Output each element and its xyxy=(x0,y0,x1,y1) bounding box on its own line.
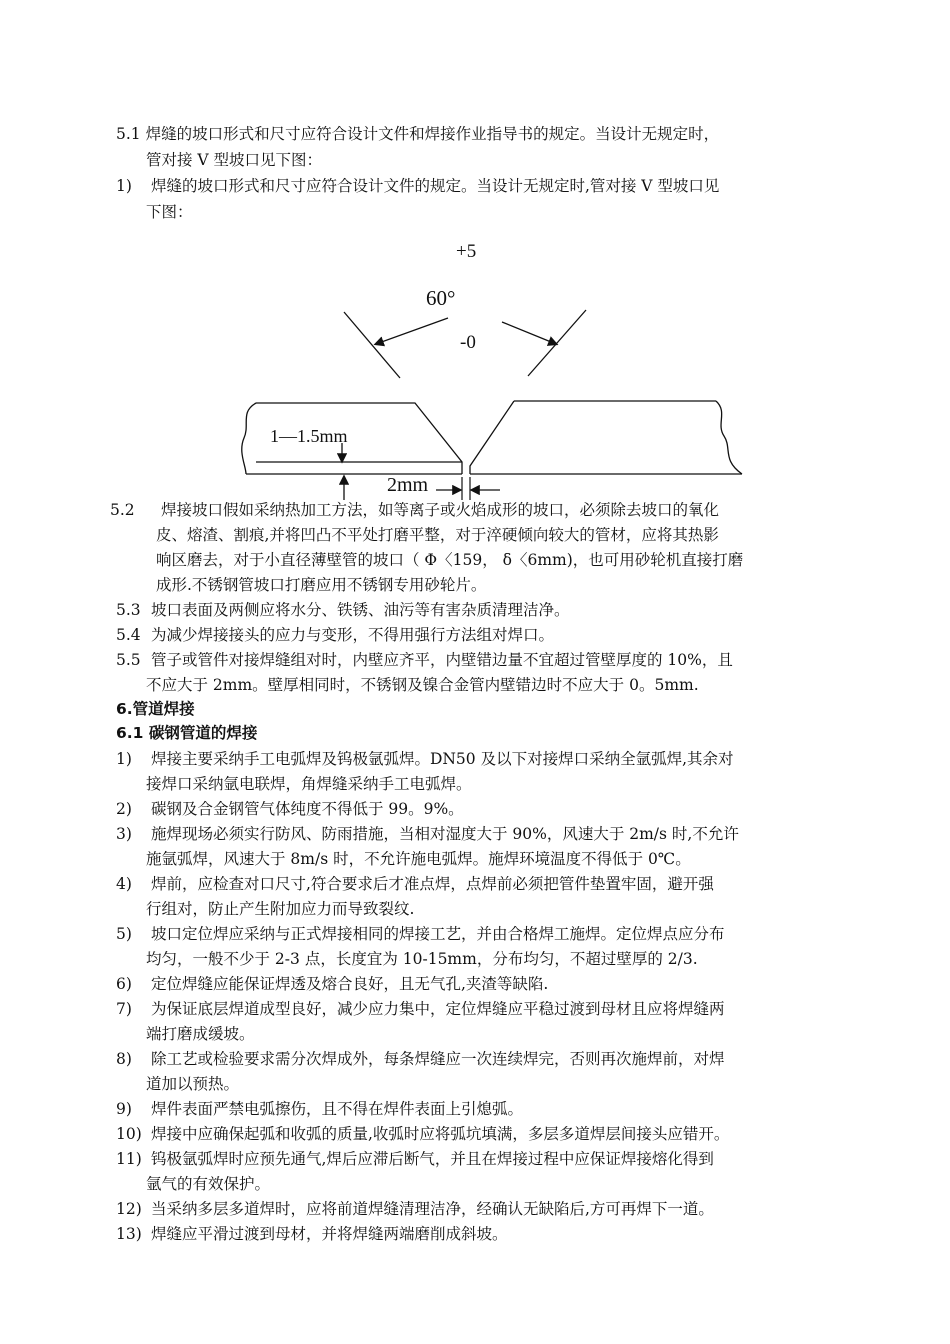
list-item-2: 2) 碳钢及合金钢管气体纯度不得低于 99。9%。 xyxy=(116,800,464,818)
section-5-1-item-1-text-1: 焊缝的坡口形式和尺寸应符合设计文件的规定。当设计无规定时,管对接 V 型坡口见 xyxy=(150,177,720,195)
section-5-1-number: 5.1 xyxy=(116,125,141,143)
tolerance-plus-label: +5 xyxy=(456,241,477,262)
gap-label: 2mm xyxy=(387,474,429,496)
section-5-3 xyxy=(116,600,569,620)
list-item-7: 7) 为保证底层焊道成型良好，减少应力集中，定位焊缝应平稳过渡到母材且应将焊缝两 xyxy=(116,1000,725,1018)
list-item-5: 5) 坡口定位焊应采纳与正式焊接相同的焊接工艺，并由合格焊工施焊。定位焊点应分布 xyxy=(116,925,725,943)
section-5-2-text-3: 响区磨去，对于小直径薄壁管的坡口（ Φ〈159， δ〈6mm)，也可用砂轮机直接打磨 xyxy=(156,551,744,569)
section-5-5-text-2: 不应大于 2mm。壁厚相同时，不锈钢及镍合金管内壁错边时不应大于 0。5mm. xyxy=(146,676,699,694)
list-item-3-cont: 施氩弧焊，风速大于 8m/s 时，不允许施电弧焊。施焊环境温度不得低于 0℃。 xyxy=(146,850,691,868)
section-5-2-text-1: 焊接坡口假如采纳热加工方法，如等离子或火焰成形的坡口，必须除去坡口的氧化 xyxy=(160,501,719,519)
list-item-11-cont: 氩气的有效保护。 xyxy=(146,1175,271,1193)
heading-6: 6.管道焊接 xyxy=(116,700,195,718)
list-item-12: 12) 当采纳多层多道焊时，应将前道焊缝清理洁净，经确认无缺陷后,方可再焊下一道。 xyxy=(116,1200,714,1218)
list-item-4-cont: 行组对，防止产生附加应力而导致裂纹. xyxy=(146,900,415,918)
section-5-5-text-1: 管子或管件对接焊缝组对时，内壁应齐平，内壁错边量不宜超过管壁厚度的 10%，且 xyxy=(150,651,733,669)
list-item-10: 10) 焊接中应确保起弧和收弧的质量,收弧时应将弧坑填满，多层多道焊层间接头应错开。 xyxy=(116,1125,730,1143)
section-5-4-text: 为减少焊接接头的应力与变形，不得用强行方法组对焊口。 xyxy=(150,626,554,644)
list-item-7-cont: 端打磨成缓坡。 xyxy=(146,1025,255,1043)
list-item-5-cont: 均匀，一般不少于 2-3 点，长度宜为 10-15mm，分布均匀，不超过壁厚的 2/3. xyxy=(146,950,698,968)
section-5-5-line-1 xyxy=(116,650,733,670)
section-5-1-item-1-number: 1) xyxy=(116,177,132,195)
root-face-label: 1—1.5mm xyxy=(270,426,348,446)
tolerance-minus-label: -0 xyxy=(460,332,476,353)
section-5-3-number: 5.3 xyxy=(116,601,141,619)
list-item-6: 6) 定位焊缝应能保证焊透及熔合良好，且无气孔,夹渣等缺陷. xyxy=(116,975,549,993)
section-5-2-line-1 xyxy=(110,500,719,520)
list-item-4: 4) 焊前，应检查对口尺寸,符合要求后才准点焊，点焊前必须把管件垫置牢固，避开强 xyxy=(116,875,714,893)
list-item-1-cont: 接焊口采纳氩电联焊，角焊缝采纳手工电弧焊。 xyxy=(146,775,472,793)
list-item-8: 8) 除工艺或检验要求需分次焊成外，每条焊缝应一次连续焊完，否则再次施焊前，对焊 xyxy=(116,1050,725,1068)
heading-6-1: 6.1 碳钢管道的焊接 xyxy=(116,724,258,742)
section-5-1-text-1: 焊缝的坡口形式和尺寸应符合设计文件和焊接作业指导书的规定。当设计无规定时， xyxy=(145,125,720,143)
section-5-3-text: 坡口表面及两侧应将水分、铁锈、油污等有害杂质清理洁净。 xyxy=(150,601,570,619)
section-5-4-number: 5.4 xyxy=(116,626,141,644)
list-item-9: 9) 焊件表面严禁电弧擦伤，且不得在焊件表面上引熄弧。 xyxy=(116,1100,523,1118)
list-item-13: 13) 焊缝应平滑过渡到母材，并将焊缝两端磨削成斜坡。 xyxy=(116,1225,508,1243)
section-5-1-item-1-text-2: 下图： xyxy=(146,203,193,221)
section-5-1-text-2: 管对接 V 型坡口见下图： xyxy=(146,151,323,169)
list-item-1: 1) 焊接主要采纳手工电弧焊及钨极氩弧焊。DN50 及以下对接焊口采纳全氩弧焊,其余对 xyxy=(116,750,734,768)
section-5-2-text-4: 成形.不锈钢管坡口打磨应用不锈钢专用砂轮片。 xyxy=(156,576,487,594)
section-5-2-number: 5.2 xyxy=(110,501,135,519)
section-5-2-text-2: 皮、熔渣、割痕,并将凹凸不平处打磨平整，对于淬硬倾向较大的管材，应将其热影 xyxy=(156,526,719,544)
angle-label: 60° xyxy=(426,286,456,310)
section-5-4 xyxy=(116,625,554,645)
section-5-5-number: 5.5 xyxy=(116,651,141,669)
list-item-8-cont: 道加以预热。 xyxy=(146,1075,240,1093)
list-item-11: 11) 钨极氩弧焊时应预先通气,焊后应滞后断气，并且在焊接过程中应保证焊接熔化得到 xyxy=(116,1150,714,1168)
list-item-3: 3) 施焊现场必须实行防风、防雨措施，当相对湿度大于 90%，风速大于 2m/s 时,不允许 xyxy=(116,825,739,843)
